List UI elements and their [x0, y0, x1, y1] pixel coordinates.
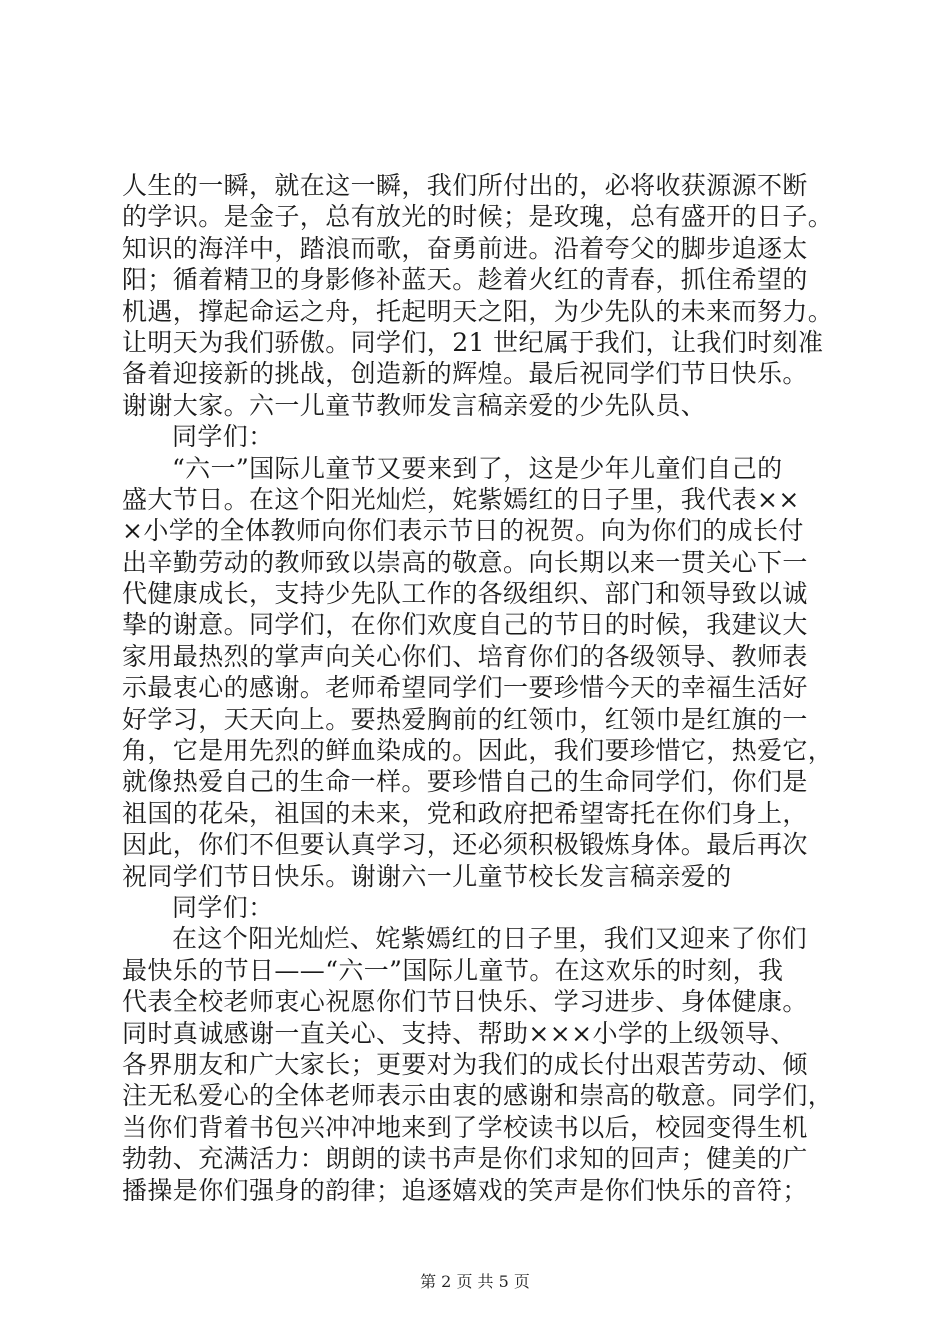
text-line: 当你们背着书包兴冲冲地来到了学校读书以后，校园变得生机	[122, 1112, 808, 1142]
text-line: 备着迎接新的挑战，创造新的辉煌。最后祝同学们节日快乐。	[122, 359, 808, 389]
text-line: 同时真诚感谢一直关心、支持、帮助×××小学的上级领导、	[122, 1018, 796, 1048]
text-line: 盛大节日。在这个阳光灿烂，姹紫嫣红的日子里，我代表××	[122, 484, 800, 514]
text-line: 人生的一瞬，就在这一瞬，我们所付出的，必将收获源源不断	[122, 171, 808, 200]
page-number: 第 2 页 共 5 页	[420, 1272, 530, 1291]
text-line: 祖国的花朵，祖国的未来，党和政府把希望寄托在你们身上，	[122, 798, 808, 828]
text-line: 出辛勤劳动的教师致以崇高的敬意。向长期以来一贯关心下一	[122, 547, 808, 577]
text-line: 勃勃、充满活力：朗朗的读书声是你们求知的回声；健美的广	[122, 1144, 808, 1174]
text-line: 机遇，撑起命运之舟，托起明天之阳，为少先队的未来而努力。	[122, 296, 834, 326]
text-line: 阳；循着精卫的身影修补蓝天。趁着火红的青春，抓住希望的	[122, 265, 808, 295]
text-line: 的学识。是金子，总有放光的时候；是玫瑰，总有盛开的日子。	[122, 202, 834, 232]
text-line: 挚的谢意。同学们，在你们欢度自己的节日的时候，我建议大	[122, 610, 808, 640]
text-line: 知识的海洋中，踏浪而歌，奋勇前进。沿着夸父的脚步追逐太	[122, 233, 808, 263]
text-line: 好学习，天天向上。要热爱胸前的红领巾，红领巾是红旗的一	[122, 704, 808, 734]
text-line: 最快乐的节日——“六一”国际儿童节。在这欢乐的时刻，我	[122, 955, 784, 985]
document-body	[122, 170, 834, 1206]
text-line: 播操是你们强身的韵律；追逐嬉戏的笑声是你们快乐的音符；	[122, 1175, 808, 1205]
paragraph-start-line: “六一”国际儿童节又要来到了，这是少年儿童们自己的	[172, 453, 783, 483]
paragraph-start-line: 在这个阳光灿烂、姹紫嫣红的日子里，我们又迎来了你们	[172, 924, 808, 954]
salutation-line: 同学们：	[172, 422, 274, 452]
text-line: 代健康成长，支持少先队工作的各级组织、部门和领导致以诚	[122, 579, 808, 609]
text-line: 因此，你们不但要认真学习，还必须积极锻炼身体。最后再次	[122, 830, 808, 860]
text-line: 祝同学们节日快乐。谢谢六一儿童节校长发言稿亲爱的	[122, 861, 732, 891]
text-line: 就像热爱自己的生命一样。要珍惜自己的生命同学们，你们是	[122, 767, 808, 797]
text-line: 各界朋友和广大家长；更要对为我们的成长付出艰苦劳动、倾	[122, 1049, 808, 1079]
salutation-line: 同学们：	[172, 892, 274, 922]
text-line: 示最衷心的感谢。老师希望同学们一要珍惜今天的幸福生活好	[122, 673, 808, 703]
text-line: 家用最热烈的掌声向关心你们、培育你们的各级领导、教师表	[122, 641, 808, 671]
text-line: 代表全校老师衷心祝愿你们节日快乐、学习进步、身体健康。	[122, 987, 808, 1017]
text-line: 让明天为我们骄傲。同学们，21 世纪属于我们，让我们时刻准	[122, 327, 824, 357]
text-line: ×小学的全体教师向你们表示节日的祝贺。向为你们的成长付	[122, 516, 804, 546]
text-line: 角，它是用先烈的鲜血染成的。因此，我们要珍惜它，热爱它，	[122, 736, 834, 766]
text-line: 注无私爱心的全体老师表示由衷的感谢和崇高的敬意。同学们，	[122, 1081, 834, 1111]
text-line: 谢谢大家。六一儿童节教师发言稿亲爱的少先队员、	[122, 390, 707, 420]
